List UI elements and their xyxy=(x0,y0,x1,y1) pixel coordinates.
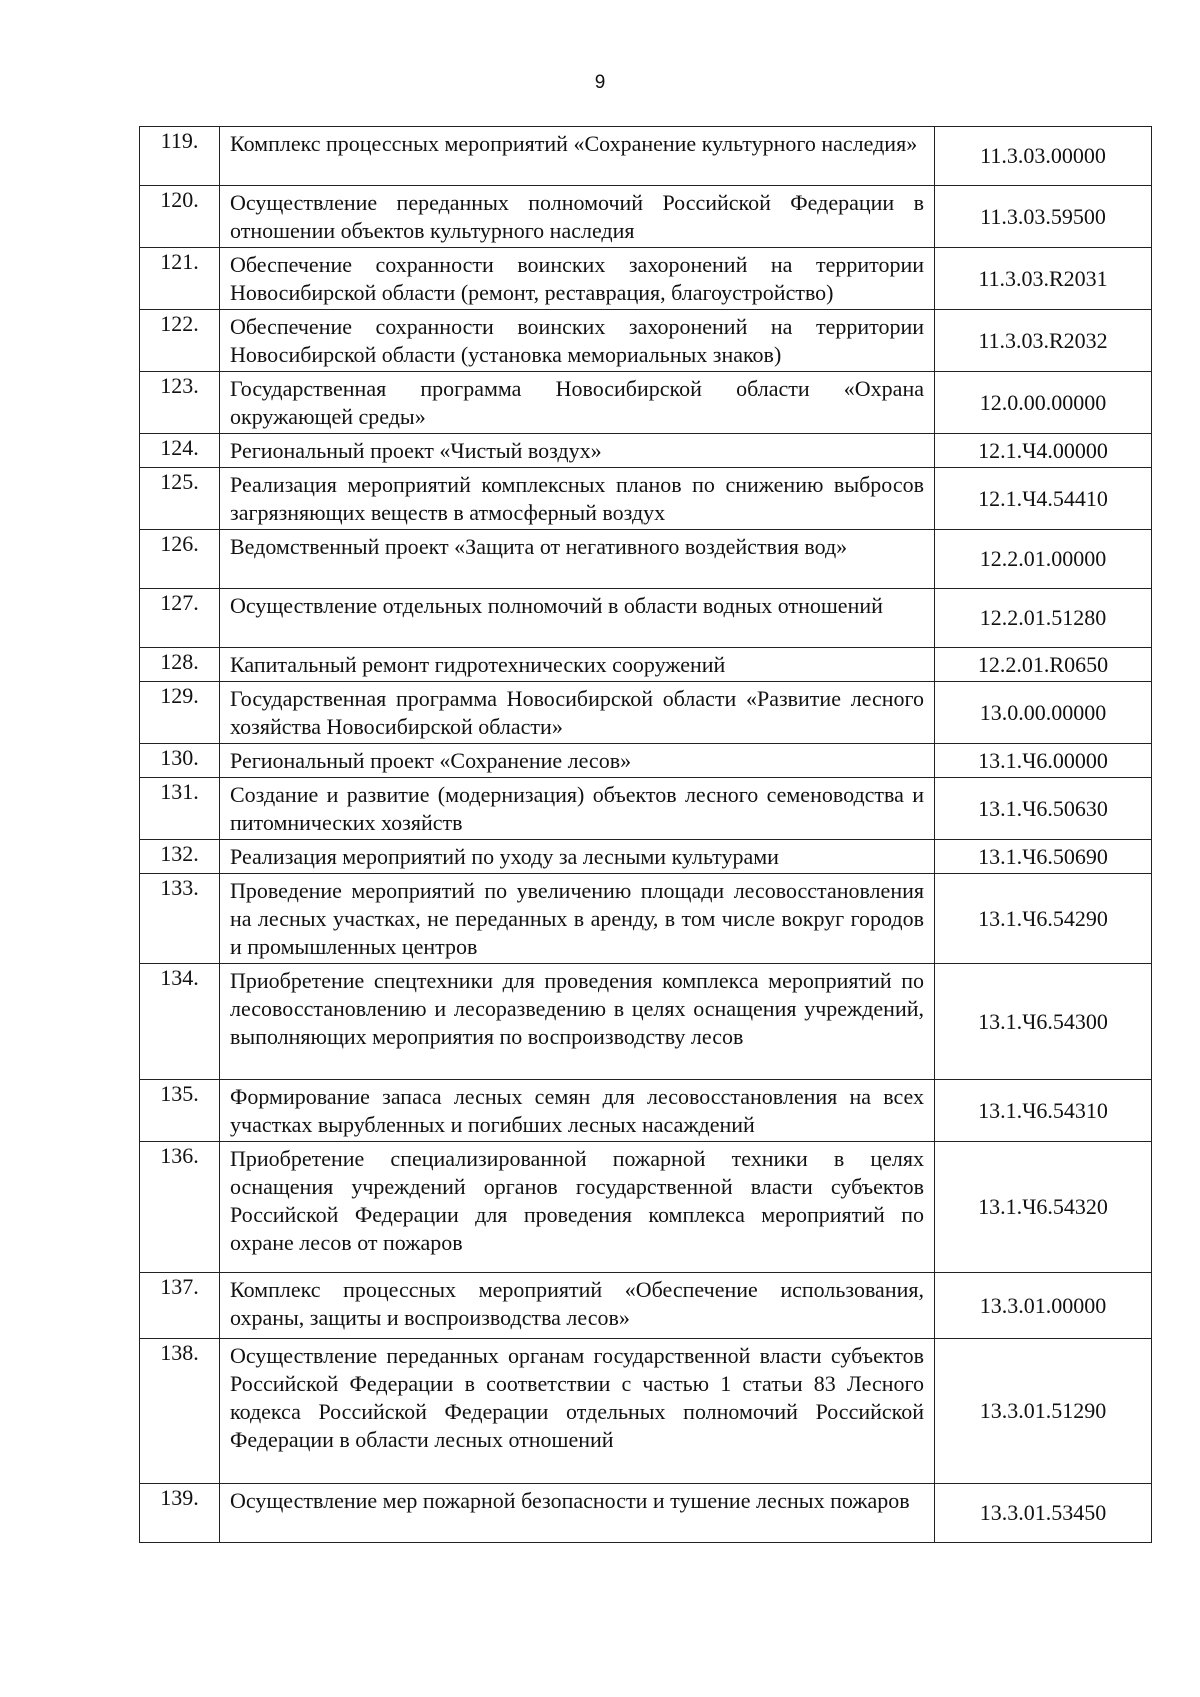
row-name: Осуществление отдельных полномочий в области водных отношений xyxy=(220,589,935,648)
row-code: 13.3.01.51290 xyxy=(935,1339,1152,1484)
row-name: Приобретение спецтехники для проведения комплекса мероприятий по лесовосстановлению и лесоразведению в целях оснащения учреждений, выполняющих мероприятия по воспроизводству лесов xyxy=(220,964,935,1080)
row-name: Создание и развитие (модернизация) объектов лесного семеноводства и питомнических хозяйств xyxy=(220,778,935,840)
row-code: 13.1.Ч6.54310 xyxy=(935,1080,1152,1142)
table-row xyxy=(140,186,1152,248)
table-row xyxy=(140,840,1152,874)
table-row xyxy=(140,468,1152,530)
row-number: 131. xyxy=(140,778,220,840)
row-number: 121. xyxy=(140,248,220,310)
table-row xyxy=(140,1484,1152,1543)
row-number: 128. xyxy=(140,648,220,682)
row-code: 12.1.Ч4.54410 xyxy=(935,468,1152,530)
budget-code-table xyxy=(139,126,1152,1543)
row-name: Комплекс процессных мероприятий «Сохранение культурного наследия» xyxy=(220,127,935,186)
row-number: 138. xyxy=(140,1339,220,1484)
row-name: Формирование запаса лесных семян для лесовосстановления на всех участках вырубленных и погибших лесных насаждений xyxy=(220,1080,935,1142)
row-code: 11.3.03.R2032 xyxy=(935,310,1152,372)
row-name: Региональный проект «Чистый воздух» xyxy=(220,434,935,468)
table-row xyxy=(140,1339,1152,1484)
row-code: 12.2.01.R0650 xyxy=(935,648,1152,682)
row-name: Приобретение специализированной пожарной техники в целях оснащения учреждений органов государственной власти субъектов Российской Федерации для проведения комплекса мероприятий по охране лесов от пожаров xyxy=(220,1142,935,1273)
row-number: 133. xyxy=(140,874,220,964)
row-name: Региональный проект «Сохранение лесов» xyxy=(220,744,935,778)
row-name: Проведение мероприятий по увеличению площади лесовосстановления на лесных участках, не переданных в аренду, в том числе вокруг городов и промышленных центров xyxy=(220,874,935,964)
row-number: 130. xyxy=(140,744,220,778)
table-body xyxy=(140,127,1152,1543)
row-number: 136. xyxy=(140,1142,220,1273)
table-row xyxy=(140,1273,1152,1339)
row-number: 126. xyxy=(140,530,220,589)
row-name: Государственная программа Новосибирской области «Охрана окружающей среды» xyxy=(220,372,935,434)
row-name: Реализация мероприятий комплексных планов по снижению выбросов загрязняющих веществ в атмосферный воздух xyxy=(220,468,935,530)
row-code: 12.2.01.00000 xyxy=(935,530,1152,589)
row-name: Осуществление переданных органам государственной власти субъектов Российской Федерации в соответствии с частью 1 статьи 83 Лесного кодекса Российской Федерации отдельных полномочий Российской Федерации в области лесных отношений xyxy=(220,1339,935,1484)
row-number: 127. xyxy=(140,589,220,648)
row-code: 13.0.00.00000 xyxy=(935,682,1152,744)
row-code: 13.3.01.53450 xyxy=(935,1484,1152,1543)
row-code: 11.3.03.59500 xyxy=(935,186,1152,248)
row-name: Обеспечение сохранности воинских захоронений на территории Новосибирской области (ремонт, реставрация, благоустройство) xyxy=(220,248,935,310)
row-number: 129. xyxy=(140,682,220,744)
row-name: Ведомственный проект «Защита от негативного воздействия вод» xyxy=(220,530,935,589)
row-number: 137. xyxy=(140,1273,220,1339)
table-row xyxy=(140,1142,1152,1273)
row-code: 12.0.00.00000 xyxy=(935,372,1152,434)
table-row xyxy=(140,778,1152,840)
table-row xyxy=(140,648,1152,682)
table-row xyxy=(140,1080,1152,1142)
row-number: 120. xyxy=(140,186,220,248)
row-name: Реализация мероприятий по уходу за лесными культурами xyxy=(220,840,935,874)
table-row xyxy=(140,744,1152,778)
row-number: 119. xyxy=(140,127,220,186)
row-number: 122. xyxy=(140,310,220,372)
table-row xyxy=(140,310,1152,372)
row-name: Государственная программа Новосибирской области «Развитие лесного хозяйства Новосибирской области» xyxy=(220,682,935,744)
row-code: 13.1.Ч6.54290 xyxy=(935,874,1152,964)
table-row xyxy=(140,874,1152,964)
row-number: 135. xyxy=(140,1080,220,1142)
table-row xyxy=(140,964,1152,1080)
row-name: Капитальный ремонт гидротехнических сооружений xyxy=(220,648,935,682)
row-code: 13.3.01.00000 xyxy=(935,1273,1152,1339)
row-code: 13.1.Ч6.50690 xyxy=(935,840,1152,874)
table-row xyxy=(140,530,1152,589)
row-number: 139. xyxy=(140,1484,220,1543)
row-code: 12.2.01.51280 xyxy=(935,589,1152,648)
row-number: 125. xyxy=(140,468,220,530)
row-number: 134. xyxy=(140,964,220,1080)
row-code: 13.1.Ч6.00000 xyxy=(935,744,1152,778)
row-code: 11.3.03.00000 xyxy=(935,127,1152,186)
row-code: 13.1.Ч6.54320 xyxy=(935,1142,1152,1273)
row-code: 12.1.Ч4.00000 xyxy=(935,434,1152,468)
row-name: Обеспечение сохранности воинских захоронений на территории Новосибирской области (установка мемориальных знаков) xyxy=(220,310,935,372)
row-name: Комплекс процессных мероприятий «Обеспечение использования, охраны, защиты и воспроизводства лесов» xyxy=(220,1273,935,1339)
row-number: 132. xyxy=(140,840,220,874)
row-code: 11.3.03.R2031 xyxy=(935,248,1152,310)
table-row xyxy=(140,589,1152,648)
table-row xyxy=(140,248,1152,310)
table-row xyxy=(140,372,1152,434)
table-row xyxy=(140,127,1152,186)
row-name: Осуществление переданных полномочий Российской Федерации в отношении объектов культурного наследия xyxy=(220,186,935,248)
table-row xyxy=(140,682,1152,744)
row-number: 124. xyxy=(140,434,220,468)
row-number: 123. xyxy=(140,372,220,434)
table-row xyxy=(140,434,1152,468)
page-number: 9 xyxy=(594,72,606,93)
row-code: 13.1.Ч6.54300 xyxy=(935,964,1152,1080)
row-code: 13.1.Ч6.50630 xyxy=(935,778,1152,840)
row-name: Осуществление мер пожарной безопасности и тушение лесных пожаров xyxy=(220,1484,935,1543)
